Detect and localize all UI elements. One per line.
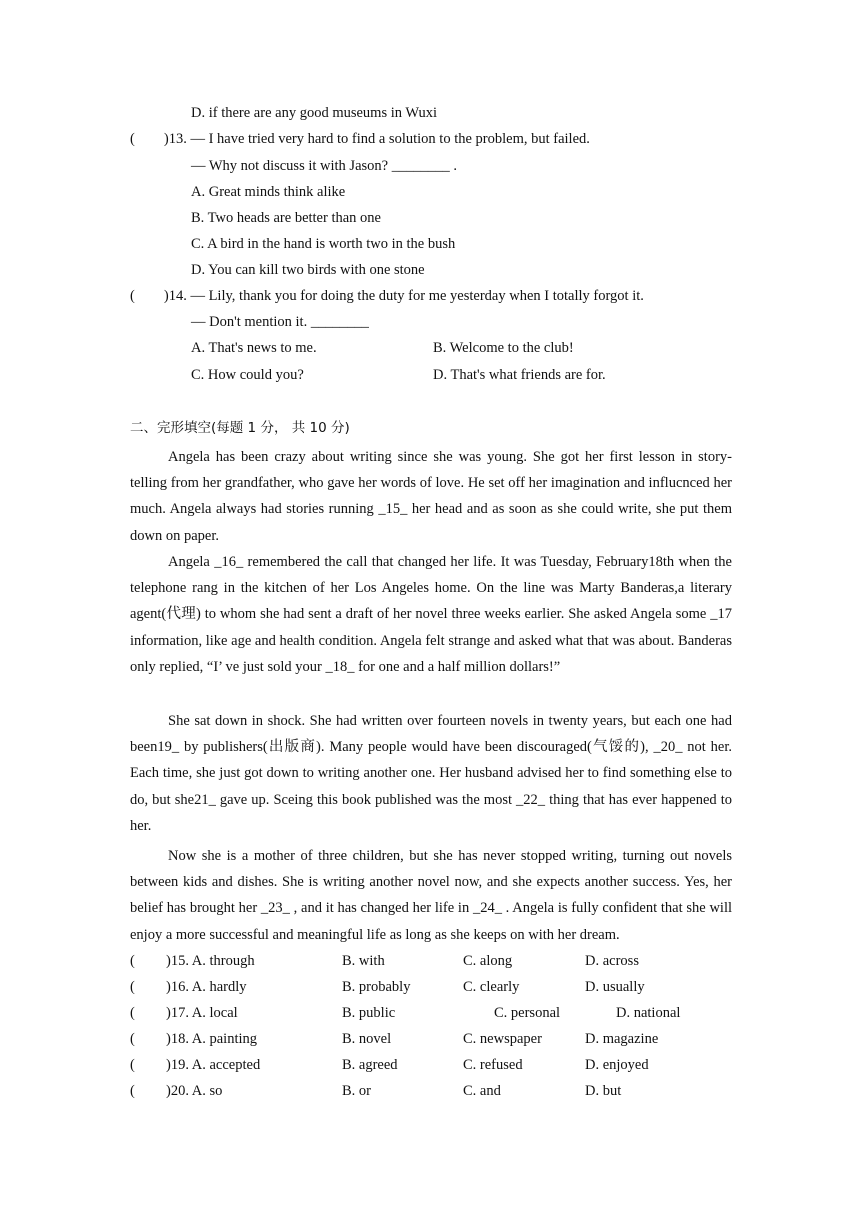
option-d: D. national xyxy=(616,1005,681,1021)
answer-paren: ( xyxy=(130,979,135,995)
option-b: B. or xyxy=(342,1083,371,1099)
q13-stem-line: ( )13. — I have tried very hard to find a solution to the problem, but failed. xyxy=(130,131,590,147)
answer-paren: ( xyxy=(130,953,135,969)
option-d: D. enjoyed xyxy=(585,1057,649,1073)
option-d: D. but xyxy=(585,1083,622,1099)
option-c: C. personal xyxy=(494,1005,561,1021)
passage-paragraph-4: Now she is a mother of three children, but she has never stopped writing, turning out novels between kids and dishes. She is writing another novel now, and she expects another success. Yes, her belief has brought her _23_ , and it has changed her life in _24_ . Angela is fully confident that she will enjoy a more successful and meaningful life as long as she keeps on with her dream. xyxy=(130,848,732,943)
option-c: C. clearly xyxy=(463,979,520,995)
q14-option-b: B. Welcome to the club! xyxy=(433,340,574,356)
q14-option-c: C. How could you? xyxy=(191,367,304,383)
option-d: D. usually xyxy=(585,979,645,995)
option-c: C. and xyxy=(463,1083,501,1099)
passage-paragraph-2: Angela _16_ remembered the call that changed her life. It was Tuesday, February18th when the telephone rang in the kitchen of her Los Angeles home. On the line was Marty Banderas,a literary agent(代理) to whom she had sent a draft of her novel three weeks earlier. She asked Angela some _17 information, like age and health condition. Angela felt strange and asked what that was about. Banderas only replied, “I’ ve just sold your _18_ for one and a half million dollars!” xyxy=(130,554,732,675)
answer-paren: ( xyxy=(130,1057,135,1073)
option-b: B. probably xyxy=(342,979,411,995)
option-a: )20. A. so xyxy=(166,1083,223,1099)
answer-paren: ( xyxy=(130,1031,135,1047)
option-d: D. magazine xyxy=(585,1031,659,1047)
option-b: B. agreed xyxy=(342,1057,398,1073)
q14-stem: 14. — Lily, thank you for doing the duty for me yesterday when I totally forgot it. xyxy=(168,288,644,304)
option-a: )17. A. local xyxy=(166,1005,238,1021)
q13-option-a: A. Great minds think alike xyxy=(191,184,346,200)
q13-option-d: D. You can kill two birds with one stone xyxy=(191,262,425,278)
q13-option-c: C. A bird in the hand is worth two in the bush xyxy=(191,236,456,252)
passage-paragraph-1: Angela has been crazy about writing since she was young. She got her first lesson in story-telling from her grandfather, who gave her words of love. He set off her imagination and influcnced her much. Angela always had stories running _15_ her head and as soon as she could write, she put them down on paper. xyxy=(130,449,732,544)
option-a: )15. A. through xyxy=(166,953,255,969)
option-c: C. newspaper xyxy=(463,1031,542,1047)
q13-reply: — Why not discuss it with Jason? ________ . xyxy=(191,158,457,174)
q14-option-d: D. That's what friends are for. xyxy=(433,367,606,383)
answer-paren: ( xyxy=(130,1083,135,1099)
q12-option-d: D. if there are any good museums in Wuxi xyxy=(191,105,437,121)
option-b: B. public xyxy=(342,1005,396,1021)
q14-reply: — Don't mention it. ________ xyxy=(191,314,369,330)
option-c: C. refused xyxy=(463,1057,523,1073)
option-b: B. novel xyxy=(342,1031,392,1047)
passage-paragraph-3: She sat down in shock. She had written over fourteen novels in twenty years, but each one had been19_ by publishers(出版商). Many people would have been discouraged(气馁的), _20_ not her. Each time, she just got down to writing another one. Her husband advised her to find something else to do, but she21_ gave up. Sceing this book published was the most _22_ thing that has ever happened to her. xyxy=(130,713,732,834)
option-a: )16. A. hardly xyxy=(166,979,247,995)
q14-stem-line: ( )14. — Lily, thank you for doing the duty for me yesterday when I totally forgot it. xyxy=(130,288,644,304)
option-b: B. with xyxy=(342,953,385,969)
option-c: C. along xyxy=(463,953,513,969)
option-a: )18. A. painting xyxy=(166,1031,258,1047)
option-a: )19. A. accepted xyxy=(166,1057,261,1073)
q13-stem: 13. — I have tried very hard to find a solution to the problem, but failed. xyxy=(168,131,590,147)
section-heading: 二、完形填空(每题 1 分， 共 10 分) xyxy=(130,420,350,436)
q13-option-b: B. Two heads are better than one xyxy=(191,210,381,226)
option-d: D. across xyxy=(585,953,639,969)
answer-paren: ( xyxy=(130,1005,135,1021)
q14-option-a: A. That's news to me. xyxy=(191,340,317,356)
